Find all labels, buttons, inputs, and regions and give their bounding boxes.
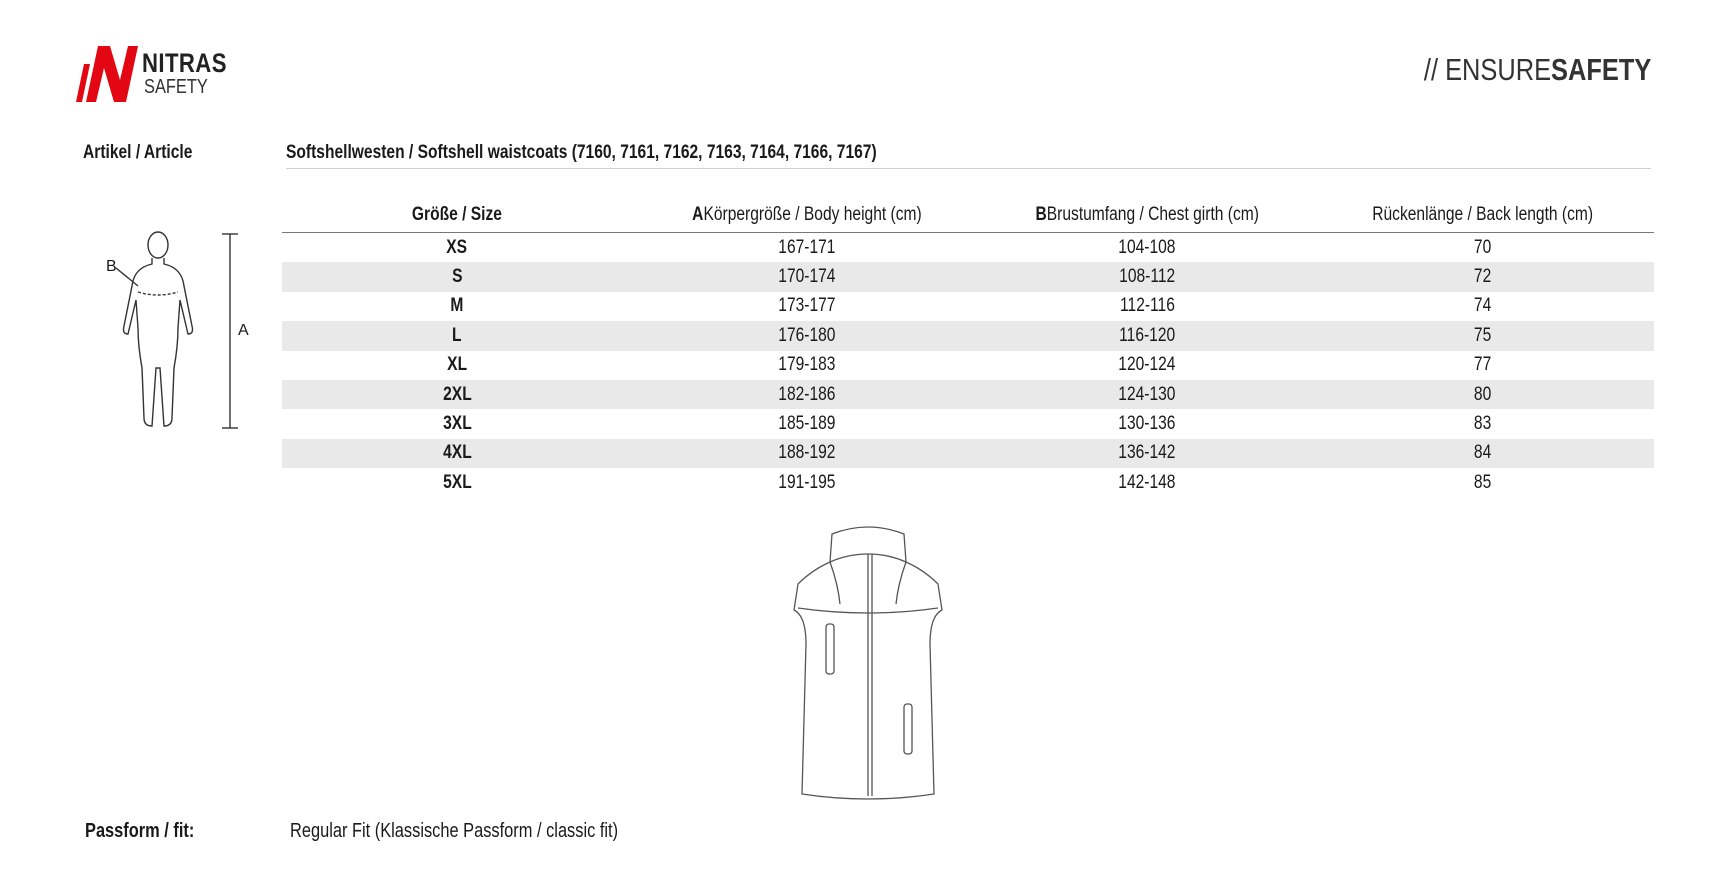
cell-height: 191-195 bbox=[778, 471, 836, 493]
header-chest-girth: BBrustumfang / Chest girth (cm) bbox=[982, 198, 1312, 233]
cell-back: 75 bbox=[1312, 321, 1654, 350]
cell-size: 4XL bbox=[282, 439, 632, 468]
brand-name: NITRAS bbox=[142, 48, 227, 78]
table-header-row bbox=[282, 198, 1654, 233]
table-row bbox=[282, 409, 1654, 438]
article-value: Softshellwesten / Softshell waistcoats (7160, 7161, 7162, 7163, 7164, 7166, 7167) bbox=[286, 142, 877, 163]
cell-size: S bbox=[282, 262, 632, 291]
cell-chest: 124-130 bbox=[982, 380, 1312, 409]
cell-back: 85 bbox=[1474, 471, 1492, 493]
cell-size: XS bbox=[446, 236, 468, 258]
cell-back: 72 bbox=[1312, 262, 1654, 291]
size-table bbox=[282, 198, 1654, 498]
tagline bbox=[1424, 52, 1651, 88]
cell-height: 173-177 bbox=[778, 295, 836, 317]
brand-subtitle: SAFETY bbox=[144, 76, 208, 98]
cell-chest: 130-136 bbox=[1118, 413, 1176, 435]
cell-size: M bbox=[450, 295, 464, 317]
figure-label-b: B bbox=[106, 258, 117, 275]
cell-height: 182-186 bbox=[632, 380, 982, 409]
cell-height: 188-192 bbox=[632, 439, 982, 468]
cell-height: 179-183 bbox=[778, 354, 836, 376]
tagline-prefix: // ENSURE bbox=[1423, 52, 1551, 87]
cell-size: 2XL bbox=[282, 380, 632, 409]
cell-height: 167-171 bbox=[778, 236, 836, 258]
figure-label-a: A bbox=[238, 322, 249, 339]
cell-size: 3XL bbox=[442, 413, 472, 435]
table-row bbox=[282, 380, 1654, 409]
cell-back: 74 bbox=[1474, 295, 1492, 317]
table-row bbox=[282, 468, 1654, 497]
header-back-length: Rückenlänge / Back length (cm) bbox=[1312, 198, 1654, 233]
nitras-logo bbox=[76, 44, 246, 104]
cell-back: 80 bbox=[1312, 380, 1654, 409]
cell-back: 84 bbox=[1312, 439, 1654, 468]
fit-label: Passform / fit: bbox=[85, 820, 195, 842]
cell-chest: 112-116 bbox=[1119, 295, 1175, 317]
header-size: Größe / Size bbox=[282, 198, 632, 233]
cell-chest: 120-124 bbox=[1118, 354, 1176, 376]
cell-back: 83 bbox=[1474, 413, 1492, 435]
cell-size: 5XL bbox=[442, 471, 472, 493]
table-row bbox=[282, 321, 1654, 350]
cell-back: 70 bbox=[1474, 236, 1492, 258]
cell-chest: 104-108 bbox=[1118, 236, 1176, 258]
article-divider bbox=[286, 168, 1651, 169]
cell-chest: 142-148 bbox=[1118, 471, 1176, 493]
table-row bbox=[282, 439, 1654, 468]
cell-chest: 136-142 bbox=[982, 439, 1312, 468]
cell-chest: 108-112 bbox=[982, 262, 1312, 291]
nitras-n-mark-icon bbox=[76, 44, 138, 102]
table-row bbox=[282, 351, 1654, 380]
tagline-bold: SAFETY bbox=[1550, 52, 1651, 87]
softshell-vest-illustration bbox=[788, 524, 948, 804]
article-label: Artikel / Article bbox=[83, 142, 193, 163]
cell-chest: 116-120 bbox=[982, 321, 1312, 350]
vest-icon bbox=[788, 524, 948, 804]
cell-height: 185-189 bbox=[778, 413, 836, 435]
fit-value: Regular Fit (Klassische Passform / classic fit) bbox=[290, 820, 619, 842]
cell-size: XL bbox=[447, 354, 467, 376]
table-body bbox=[282, 233, 1654, 498]
cell-height: 176-180 bbox=[632, 321, 982, 350]
cell-size: L bbox=[282, 321, 632, 350]
cell-back: 77 bbox=[1474, 354, 1492, 376]
table-row bbox=[282, 233, 1654, 263]
body-measurement-figure bbox=[104, 228, 264, 438]
header-body-height: AKörpergröße / Body height (cm) bbox=[632, 198, 982, 233]
table-row bbox=[282, 262, 1654, 291]
table-row bbox=[282, 292, 1654, 321]
cell-height: 170-174 bbox=[632, 262, 982, 291]
